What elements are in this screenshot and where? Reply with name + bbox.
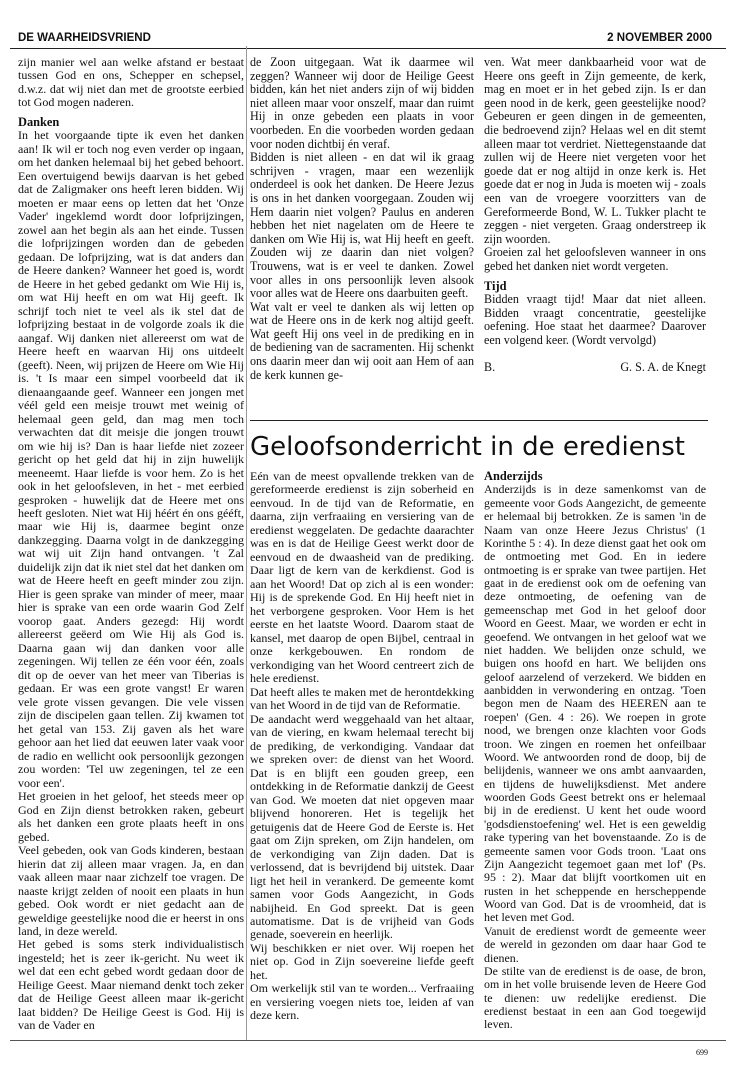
paragraph: Bidden vraagt tijd! Maar dat niet alleen. Bidden vraagt concentratie, geestelijke oefening. Hoe staat het daarmee? Daarover een volgend keer. (Wordt vervolgd) [484, 292, 706, 347]
column-2 [250, 56, 474, 382]
paragraph: Eén van de meest opvallende trekken van de gereformeerde eredienst is zijn soberheid en eenvoud. In de tijd van de Reformatie, en daarna, zijn verfraaiing en versiering van de eredienst weggelaten. De gedachte daarachter was en is dat de Heilige Geest werkt door de eenvoud en de dwaasheid van de prediking. Daar ligt de kern van de kerkdienst. God is aan het Woord! Dat op zich al is een wonder: Hij is de sprekende God. En Hij heeft niet in het verborgene gesproken. Voor Hem is het eerste en het laatste Woord. Daarom staat de kansel, met daarop de open Bijbel, centraal in onze kerkgebouwen. En rondom de verkondiging van het Woord centreert zich de hele eredienst. [250, 469, 474, 686]
paragraph: Veel gebeden, ook van Gods kinderen, bestaan hierin dat zij alleen maar vragen. Ja, en dan vaak alleen maar naar zichzelf toe vragen. De naaste krijgt zelden of nooit een plaats in hun gebed. Ook wordt er niet gedacht aan de geweldige geestelijke nood die er heerst in ons land, in deze wereld. [18, 843, 244, 938]
footer-rule [10, 1040, 726, 1041]
paragraph: Dat heeft alles te maken met de herontdekking van het Woord in de tijd van de Reformatie. [250, 684, 474, 713]
signature-initial: B. [484, 360, 496, 375]
author-name: G. S. A. de Knegt [620, 360, 706, 375]
section-heading-tijd: Tijd [484, 278, 507, 293]
paragraph: Vanuit de eredienst wordt de gemeente weer de wereld in gezonden om daar haar God te dienen. [484, 923, 706, 965]
paragraph: Om werkelijk stil van te worden... Verfraaiing en versiering voegen niets toe, leiden af van deze kern. [250, 981, 474, 1023]
page-header [10, 30, 726, 48]
paragraph: De aandacht werd weggehaald van het altaar, van de viering, en kwam helemaal terecht bij de prediking, de verkondiging. Vandaar dat we spreken over: de dienst van het Woord. Dat is en blijft een gouden greep, een ontdekking in de Reformatie dankzij de Geest van God. We moeten dat niet opgeven maar blijvend honoreren. Het is tegelijk het getuigenis dat de Heere God de Eerste is. Het gaat om Zijn spreken, om Zijn handelen, om de verkondiging van Zijn daden. Dat is verlossend, dat is bevrijdend bij uitstek. Daar ligt het heil in verankerd. De gemeente komt samen voor Gods Aangezicht, in Gods nabijheid. En God spreekt. Dat is geen automatisme. Dat is de vrijheid van Gods genade, soeverein en heerlijk. [250, 711, 474, 942]
column-divider [246, 46, 247, 1041]
paragraph: Het groeien in het geloof, het steeds meer op God en Zijn dienst betrokken raken, gebeurt als het danken een grote plaats heeft in ons gebed. [18, 789, 244, 844]
issue-date: 2 NOVEMBER 2000 [607, 32, 712, 44]
paragraph: In het voorgaande tipte ik even het danken aan! Ik wil er toch nog even verder op ingaan, om het danken helemaal bij het gebed behoort. Een overtuigend bewijs daarvan is het gebed dat de Zaligmaker ons heeft leren bidden. Wij moeten er maar eens op letten dat het 'Onze Vader' ingeklemd wordt door lofprijzingen, zowel aan het begin als aan het einde. Tussen die lofprijzingen worden dan de gebeden gedaan. De lofprijzing, wat is dat anders dan de Heere danken? Wanneer het goed is, wordt de Heere in het gebed gedankt om Wie Hij is, om wat Hij heeft en om wat Hij geeft. Ik schrijf toch niet te veel als ik stel dat de lofprijzing bestaat in de volgorde zoals ik die aangaf. Wij danken niet allereerst om wat de Heere heeft en waarvan Hij ons uitdeelt (geeft). Neen, wij prijzen de Heere om Wie Hij is. 't Is maar een simpel voorbeeld dat ik dienaangaande geef. Wanneer een jongen met véél geld een meisje trouwt met weinig of helemaal geen geld, dan mag men toch verwachten dat dit meisje die jongen trouwt om wie hij is? Dan is haar liefde niet zozeer gericht op het geld dat hij in zijn huwelijk meeneemt. Haar liefde is voor hem. Zo is het ook in het geloofsleven, in het - met eerbied gesproken - huwelijk dat de Heere met ons heeft gesloten. Niet wat Hij héért én ons gééft, maar wie Hij is, daarmee begint onze dankzegging. Daarna volgt in de dankzegging wat wij uit Zijn hand ontvangen. 't Zal duidelijk zijn dat ik niet stel dat het danken om wat de Heere heeft en geeft minder zou zijn. Hier is geen sprake van minder of meer, maar hier is sprake van een orde waarin God Zelf voorop gaat. Anders gezegd: Hij wordt allereerst geëerd om Wie Hij als God is. Daarna gaan wij dan danken voor alle zegeningen. Wij tellen ze één voor één, zoals dit op de oever van het meer van Tiberias is gedaan. Er was een grote vangst! Er waren vele grote vissen gevangen. Die vele vissen zijn de discipelen gaan tellen. Zij kwamen tot het getal van 153. Zij gaven als het ware gehoor aan het lied dat eeuwen later vaak voor de radio en wellicht ook persoonlijk gezongen zou worden: 'Tel uw zegeningen, tel ze een voor een'. [18, 128, 244, 790]
paragraph: Bidden is niet alleen - en dat wil ik graag schrijven - vragen, maar een wezenlijk onderdeel is ook het danken. De Heere Jezus is ons in het danken voorgegaan. Zouden wij Hem daarin niet volgen? Paulus en anderen hebben het niet nagelaten om de Heere te danken om Wie Hij is, wat Hij heeft en geeft. Zouden wij ze daarin dan niet volgen? Trouwens, wat is er veel te danken. Zowel voor alles in ons persoonlijk leven alsook voor alles wat de Heere ons daarbuiten geeft. [250, 150, 474, 301]
paragraph: zijn manier wel aan welke afstand er bestaat tussen God en ons, Schepper en schepsel, d.w.z. dat wij niet dan met de grootste eerbied tot God mogen naderen. [18, 55, 244, 110]
article-title: Geloofsonderricht in de eredienst [250, 432, 685, 462]
article2-column-a [250, 470, 474, 1023]
signature-line [484, 361, 706, 375]
header-rule [10, 48, 726, 49]
paragraph: ven. Wat meer dankbaarheid voor wat de Heere ons geeft in Zijn gemeente, de kerk, mag en moet er in het gebed zijn. Is er dan geen nood in de kerk, geen geestelijke nood? Gebeuren er geen dingen in de gemeenten, die bedroevend zijn? Helaas wel en dit stemt alleen maar tot verdriet. Niettegenstaande dat zullen wij de Heere niet vergeten voor het goede dat er nog altijd in onze kerk is. Het goede dat er nog in Juda is moeten wij - zoals een van de vroegere voorzitters van de Gereformeerde Bond, W. L. Tukker placht te zeggen - niet vergeten. Graag onderstreep ik zijn woorden. [484, 55, 706, 246]
paragraph: De stilte van de eredienst is de oase, de bron, om in het volle bruisende leven de Heere God te dienen: uw redelijke eredienst. Die eredienst bestaat in een aan God toegewijd leven. [484, 963, 706, 1032]
paragraph: de Zoon uitgegaan. Wat ik daarmee wil zeggen? Wanneer wij door de Heilige Geest bidden, kán het niet anders zijn of wij bidden niet alleen maar voor onszelf, maar dan ruimt Hij in onze gebeden een plaats in voor voorbeden. En die voorbeden worden gedaan voor noden dichtbij én veraf. [250, 55, 474, 151]
publication-name: DE WAARHEIDSVRIEND [18, 32, 151, 44]
paragraph: Anderzijds is in deze samenkomst van de gemeente voor Gods Aangezicht, de gemeente er helemaal bij betrokken. Ze is samen 'in de Naam van onze Heere Jezus Christus' (1 Korinthe 5 : 4). In deze dienst gaat het ook om de ontmoeting met God. En in iedere ontmoeting is er sprake van twee partijen. Het gaat in de eredienst ook om de oefening van deze ontmoeting, de oefening van de gemeenschap met God in het geloof door Woord en Geest. Maar, we worden er echt in geoefend. We ontvangen in het geloof wat we niet hadden. We belijden onze schuld, we buigen ons hoofd en hart. We belijden ons geloof aarzelend of verzekerd. We bidden en aanbidden in verwondering en ontzag. 'Toen begon men de Naam des HEEREN aan te roepen' (Gen. 4 : 26). We roepen in grote nood, we brengen onze klachten voor Gods troon. We zingen en roemen het onfeilbaar Woord. We antwoorden rond de doop, bij de belijdenis, wanneer we ons ambt aanvaarden, en tijdens de huwelijksdienst. Met andere woorden Gods Geest betrekt ons er helemaal bij in de eredienst. U kent het oude woord 'godsdienstoefening' wel. Het is een geweldig rake typering van het bovenstaande. Zo is de gemeente samen voor Gods troon. 'Laat ons Zijn Aangezicht tegemoet gaan met lof' (Ps. 95 : 2). Maar dat blijft voortkomen uit en rusten in het scheppende en herscheppende Woord van God. Dat is de vroomheid, dat is het leven met God. [484, 482, 706, 925]
page-number: 699 [696, 1048, 708, 1057]
paragraph: Wij beschikken er niet over. Wij roepen het niet op. God in Zijn soevereine liefde geeft het. [250, 940, 474, 982]
article-separator [250, 420, 708, 421]
article2-column-b [484, 470, 706, 1032]
section-heading-danken: Danken [18, 114, 60, 129]
paragraph: Wat valt er veel te danken als wij letten op wat de Heere ons in de kerk nog altijd geeft. Wat geeft Hij ons veel in de prediking en in de bediening van de sacramenten. Hij schenkt ons daarin meer dan wij ooit aan Hem of aan de kerk kunnen ge- [250, 299, 474, 382]
section-heading-anderzijds: Anderzijds [484, 469, 543, 483]
column-3 [484, 56, 706, 375]
paragraph: Het gebed is soms sterk individualistisch ingesteld; het is zeer ik-gericht. Nu weet ik wel dat een echt gebed wordt gedaan door de Heilige Geest. Maar niemand denkt toch zeker dat de Heilige Geest alleen maar ik-gericht laat bidden? De Heilige Geest is God. Hij is van de Vader en [18, 937, 244, 1033]
paragraph: Groeien zal het geloofsleven wanneer in ons gebed het danken niet wordt vergeten. [484, 245, 706, 273]
column-1 [18, 56, 244, 1033]
